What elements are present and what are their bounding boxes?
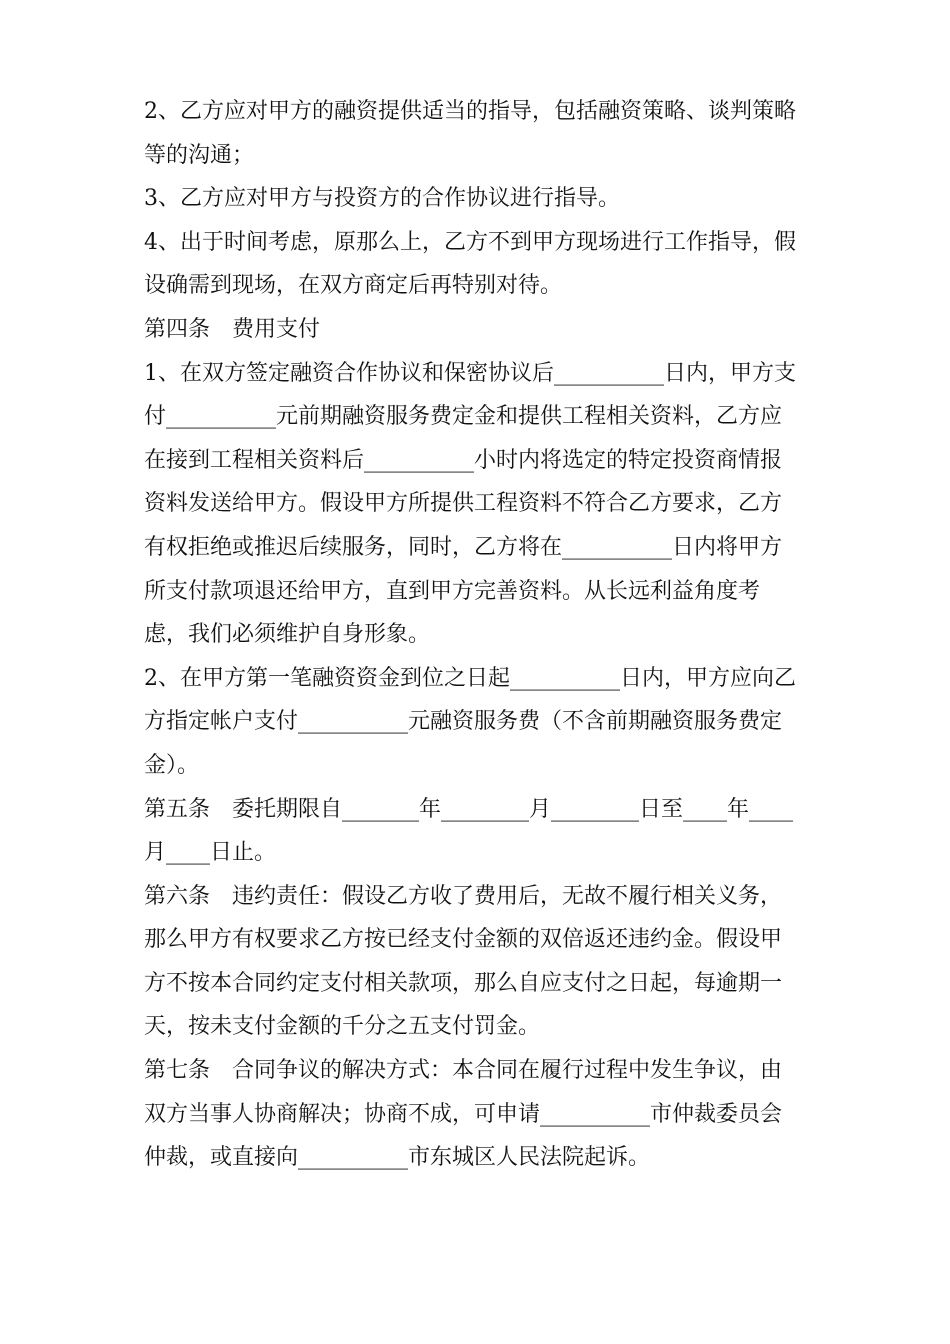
- section-heading: 第五条 委托期限自_______年________月________日至____年____: [144, 796, 794, 822]
- text-line: 天，按未支付金额的千分之五支付罚金。: [144, 1014, 541, 1040]
- text-line: 月____日止。: [144, 840, 277, 866]
- text-line: 那么甲方有权要求乙方按已经支付金额的双倍返还违约金。假设甲: [144, 927, 783, 953]
- text-line: 1、在双方签定融资合作协议和保密协议后__________日内，甲方支: [144, 360, 796, 386]
- text-line: 2、在甲方第一笔融资资金到位之日起__________日内，甲方应向乙: [144, 665, 796, 691]
- text-line: 金）。: [144, 752, 200, 778]
- text-line: 方不按本合同约定支付相关款项，那么自应支付之日起，每逾期一: [144, 970, 783, 996]
- text-line: 有权拒绝或推迟后续服务，同时，乙方将在__________日内将甲方: [144, 534, 783, 560]
- text-line: 资料发送给甲方。假设甲方所提供工程资料不符合乙方要求，乙方: [144, 491, 783, 517]
- text-line: 仲裁，或直接向__________市东城区人民法院起诉。: [144, 1145, 651, 1171]
- text-line: 4、出于时间考虑，原那么上，乙方不到甲方现场进行工作指导，假: [144, 229, 796, 255]
- text-line: 2、乙方应对甲方的融资提供适当的指导，包括融资策略、谈判策略: [144, 99, 796, 124]
- text-line: 在接到工程相关资料后__________小时内将选定的特定投资商情报: [144, 447, 783, 473]
- section-heading: 第七条 合同争议的解决方式：本合同在履行过程中发生争议，由: [144, 1058, 783, 1084]
- text-line: 等的沟通；: [144, 142, 255, 168]
- text-line: 3、乙方应对甲方与投资方的合作协议进行指导。: [144, 186, 620, 212]
- text-line: 双方当事人协商解决；协商不成，可申请__________市仲裁委员会: [144, 1101, 783, 1127]
- text-line: 虑，我们必须维护自身形象。: [144, 622, 431, 648]
- document-body: [144, 90, 814, 1180]
- text-line: 设确需到现场，在双方商定后再特别对待。: [144, 273, 563, 299]
- section-heading: 第六条 违约责任：假设乙方收了费用后，无故不履行相关义务，: [144, 883, 783, 909]
- text-line: 方指定帐户支付__________元融资服务费（不含前期融资服务费定: [144, 709, 783, 735]
- section-heading: 第四条 费用支付: [144, 316, 321, 342]
- text-line: 所支付款项退还给甲方，直到甲方完善资料。从长远利益角度考: [144, 578, 761, 604]
- text-line: 付__________元前期融资服务费定金和提供工程相关资料，乙方应: [144, 404, 783, 430]
